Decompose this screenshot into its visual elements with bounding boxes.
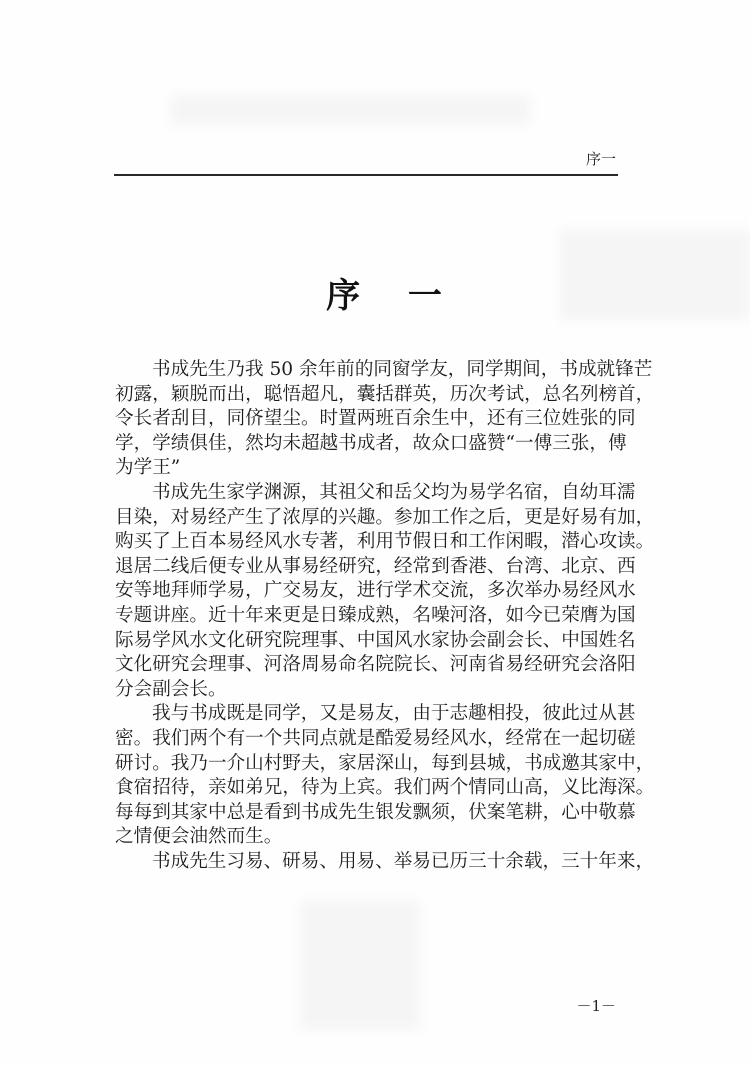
- text-line: 初露，颖脱而出，聪悟超凡，囊括群英，历次考试，总名列榜首，: [115, 383, 655, 405]
- text-line: 食宿招待，亲如弟兄，待为上宾。我们两个情同山高，义比海深。: [115, 777, 655, 799]
- text-line: 分会副会长。: [115, 678, 227, 700]
- text-line: 书成先生家学渊源，其祖父和岳父均为易学名宿，自幼耳濡: [152, 481, 636, 503]
- text-line: 我与书成既是同学，又是易友，由于志趣相投，彼此过从甚: [152, 703, 636, 725]
- text-line: 安等地拜师学易，广交易友，进行学术交流，多次举办易经风水: [115, 580, 636, 602]
- text-line: 密。我们两个有一个共同点就是酷爱易经风水，经常在一起切磋: [115, 727, 636, 749]
- header-rule: [114, 174, 618, 176]
- text-line: 书成先生乃我 50 余年前的同窗学友，同学期间，书成就锋芒: [152, 359, 653, 380]
- text-line: 学，学绩俱佳，然均未超越书成者，故众口盛赞“一傅三张，傅: [115, 432, 627, 454]
- text-line: 之情便会油然而生。: [115, 826, 283, 848]
- scan-shading: [170, 95, 530, 125]
- text-line: 每每到其家中总是看到书成先生银发飘须，伏案笔耕，心中敬慕: [115, 801, 636, 823]
- text-line: 为学王”: [115, 457, 181, 479]
- running-head: 序一: [585, 150, 616, 168]
- text-line: 令长者刮目，同侪望尘。时置两班百余生中，还有三位姓张的同: [115, 408, 636, 430]
- text-line: 研讨。我乃一介山村野夫，家居深山，每到县城，书成邀其家中，: [115, 752, 655, 774]
- text-line: 书成先生习易、研易、用易、举易已历三十余载，三十年来，: [152, 850, 655, 872]
- text-line: 退居二线后便专业从事易经研究，经常到香港、台湾、北京、西: [115, 555, 636, 577]
- text-line: 际易学风水文化研究院理事、中国风水家协会副会长、中国姓名: [115, 629, 636, 651]
- text-line: 目染，对易经产生了浓厚的兴趣。参加工作之后，更是好易有加，: [115, 506, 655, 528]
- page-number: －1－: [576, 997, 616, 1015]
- scan-shading: [300, 900, 420, 1030]
- text-line: 文化研究会理事、河洛周易命名院院长、河南省易经研究会洛阳: [115, 654, 636, 676]
- chapter-title: 序 一: [326, 276, 460, 316]
- body-text: [115, 358, 655, 874]
- text-line: 购买了上百本易经风水专著，利用节假日和工作闲暇，潜心攻读。: [115, 531, 655, 553]
- text-line: 专题讲座。近十年来更是日臻成熟，名噪河洛，如今已荣膺为国: [115, 604, 636, 626]
